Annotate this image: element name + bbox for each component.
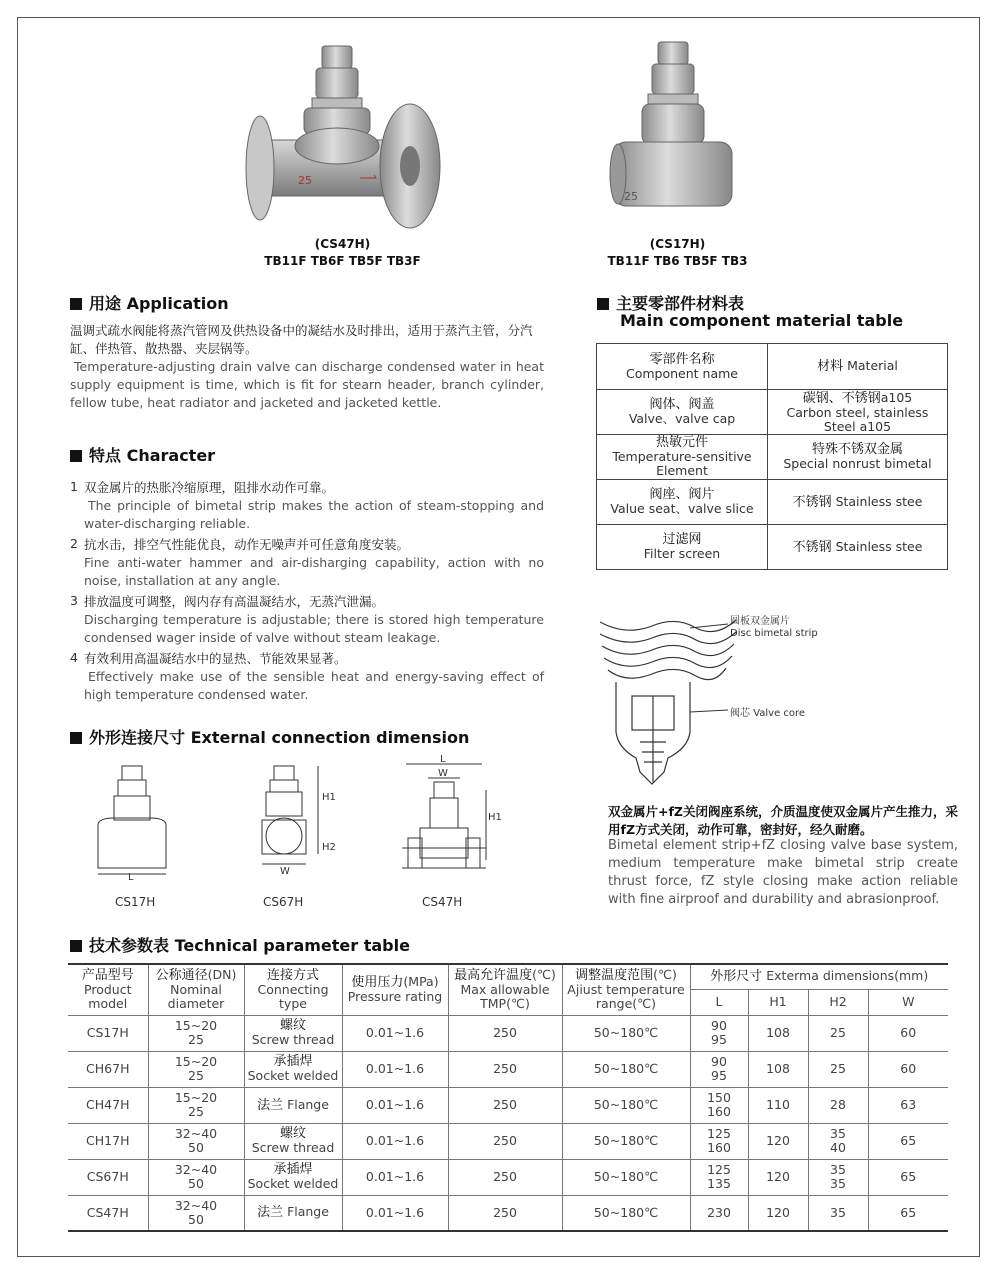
cell-max-temp: 250 xyxy=(448,1051,562,1087)
cell-h2: 35 xyxy=(808,1195,868,1231)
diagram-desc-cn: 双金属片+fZ关闭阀座系统，介质温度使双金属片产生推力，采用fZ方式关闭，动作可靠，密封好，经久耐磨。 xyxy=(608,804,958,837)
diagram-desc-en: Bimetal element strip+fZ closing valve base system, medium temperature make bimetal strip create thrust force, fZ style closing make action reliable with fine airproof and durability and abrasionproof. xyxy=(608,838,958,907)
dim-label-h1: H1 xyxy=(322,792,336,803)
header-external-dimensions: 外形尺寸 Exterma dimensions(mm) xyxy=(690,964,948,989)
item-cn: 有效利用高温凝结水中的显热、节能效果显著。 xyxy=(84,651,347,666)
cell-h1: 120 xyxy=(748,1159,808,1195)
cell-h2: 28 xyxy=(808,1087,868,1123)
cell-max-temp: 250 xyxy=(448,1087,562,1123)
cell-model: CS17H xyxy=(68,1015,148,1051)
cs47h-valve-photo xyxy=(240,42,445,232)
cell-max-temp: 250 xyxy=(448,1195,562,1231)
cell-adjust-range: 50~180℃ xyxy=(562,1087,690,1123)
item-cn: 抗水击，排空气性能优良，动作无噪声并可任意角度安装。 xyxy=(84,537,410,552)
cell-pressure: 0.01~1.6 xyxy=(342,1123,448,1159)
dim-figure-cs17h: CS17H xyxy=(115,895,156,909)
cell-model: CS47H xyxy=(68,1195,148,1231)
dim-figure-cs67h: CS67H xyxy=(263,895,304,909)
application-title: 用途 Application xyxy=(70,291,229,314)
dim-label-l: L xyxy=(440,754,446,765)
header-connecting-type: 连接方式 Connecting type xyxy=(244,964,342,1015)
cell-adjust-range: 50~180℃ xyxy=(562,1123,690,1159)
cell-w: 65 xyxy=(868,1195,948,1231)
item-en: Fine anti-water hammer and air-disharging capability, action with no noise, installation at any angle. xyxy=(84,555,544,588)
material-header-component: 零部件名称 Component name xyxy=(597,344,768,390)
technical-title: 技术参数表 Technical parameter table xyxy=(70,933,410,956)
item-number: 1 xyxy=(70,479,78,494)
cell-l: 230 xyxy=(690,1195,748,1231)
dimension-drawings xyxy=(90,754,502,890)
label-valve-core: 阀芯 Valve core xyxy=(730,708,806,719)
square-bullet-icon xyxy=(70,732,82,744)
cell-max-temp: 250 xyxy=(448,1123,562,1159)
material-row: 阀体、阀盖 Valve、valve cap 碳钢、不锈钢a105 Carbon steel, stainless Steel a105 xyxy=(597,390,948,435)
cell-connection: 承插焊 Socket welded xyxy=(244,1159,342,1195)
header-max-temp: 最高允许温度(℃) Max allowable TMP(℃) xyxy=(448,964,562,1015)
header-model: 产品型号 Product model xyxy=(68,964,148,1015)
dimension-title: 外形连接尺寸 External connection dimension xyxy=(70,725,469,748)
character-item-3 xyxy=(70,593,544,647)
cell-connection: 法兰 Flange xyxy=(244,1195,342,1231)
cs47h-code: (CS47H) xyxy=(314,237,371,251)
cell-model: CH47H xyxy=(68,1087,148,1123)
material-header-material: 材料 Material xyxy=(768,344,948,390)
cs47h-models: TB11F TB6F TB5F TB3F xyxy=(264,254,421,268)
dim-label-w: W xyxy=(280,866,290,877)
square-bullet-icon xyxy=(70,298,82,310)
material-row: 热敏元件 Temperature-sensitive Element 特殊不锈双金属 Special nonrust bimetal xyxy=(597,435,948,480)
header-nominal-diameter: 公称通径(DN) Nominal diameter xyxy=(148,964,244,1015)
header-pressure: 使用压力(MPa) Pressure rating xyxy=(342,964,448,1015)
material-title-cn: 主要零部件材料表 xyxy=(597,291,744,314)
table-row xyxy=(68,1123,948,1159)
cell-connection: 螺纹 Screw thread xyxy=(244,1123,342,1159)
square-bullet-icon xyxy=(70,940,82,952)
material-row: 阀座、阀片 Value seat、valve slice 不锈钢 Stainless stee xyxy=(597,480,948,525)
cell-model: CS67H xyxy=(68,1159,148,1195)
label-disc-bimetal: 圆板双金属片 Disc bimetal strip xyxy=(730,616,818,639)
technical-table xyxy=(68,963,948,1232)
cell-pressure: 0.01~1.6 xyxy=(342,1051,448,1087)
cell-adjust-range: 50~180℃ xyxy=(562,1015,690,1051)
cell-connection: 法兰 Flange xyxy=(244,1087,342,1123)
square-bullet-icon xyxy=(70,450,82,462)
item-en: The principle of bimetal strip makes the action of steam-stopping and water-discharging reliable. xyxy=(84,498,544,531)
cell-w: 65 xyxy=(868,1123,948,1159)
item-number: 3 xyxy=(70,593,78,608)
cell-pressure: 0.01~1.6 xyxy=(342,1087,448,1123)
dim-label-h1: H1 xyxy=(488,812,502,823)
header-h2: H2 xyxy=(808,989,868,1015)
cell-l: 150 160 xyxy=(690,1087,748,1123)
dim-label-h2: H2 xyxy=(322,842,336,853)
character-item-1 xyxy=(70,479,544,533)
header-l: L xyxy=(690,989,748,1015)
item-cn: 排放温度可调整，阀内存有高温凝结水，无蒸汽泄漏。 xyxy=(84,594,385,609)
cell-diameter: 15~20 25 xyxy=(148,1087,244,1123)
cell-max-temp: 250 xyxy=(448,1159,562,1195)
technical-body xyxy=(68,1015,948,1231)
cell-adjust-range: 50~180℃ xyxy=(562,1195,690,1231)
table-row xyxy=(68,1015,948,1051)
cs17h-drawing xyxy=(98,766,166,883)
material-table xyxy=(596,343,948,570)
cell-h2: 25 xyxy=(808,1051,868,1087)
application-cn: 温调式疏水阀能将蒸汽管网及供热设备中的凝结水及时排出，适用于蒸汽主管，分汽缸、伴热管、散热器、夹层锅等。 xyxy=(70,323,533,356)
character-item-2 xyxy=(70,536,544,590)
cell-h2: 35 40 xyxy=(808,1123,868,1159)
cell-pressure: 0.01~1.6 xyxy=(342,1159,448,1195)
cell-connection: 承插焊 Socket welded xyxy=(244,1051,342,1087)
cell-model: CH67H xyxy=(68,1051,148,1087)
svg-text:25: 25 xyxy=(624,190,638,203)
dim-label-l: L xyxy=(128,872,134,883)
dim-figure-cs47h: CS47H xyxy=(422,895,463,909)
cell-diameter: 32~40 50 xyxy=(148,1195,244,1231)
cs67h-drawing xyxy=(262,766,336,877)
square-bullet-icon xyxy=(597,298,609,310)
material-row: 过滤网 Filter screen 不锈钢 Stainless stee xyxy=(597,525,948,570)
cell-h1: 108 xyxy=(748,1051,808,1087)
cell-diameter: 15~20 25 xyxy=(148,1051,244,1087)
material-header-row xyxy=(597,344,948,390)
application-en: Temperature-adjusting drain valve can discharge condensed water in heat supply equipment is time, which is fit for stearn header, branch cylinder, fellow tube, heat radiator and jacketed and jacketed kettle. xyxy=(70,359,544,410)
character-item-4 xyxy=(70,650,544,704)
cell-h2: 35 35 xyxy=(808,1159,868,1195)
cell-w: 60 xyxy=(868,1051,948,1087)
svg-text:25: 25 xyxy=(298,174,312,187)
header-h1: H1 xyxy=(748,989,808,1015)
cell-w: 63 xyxy=(868,1087,948,1123)
cell-adjust-range: 50~180℃ xyxy=(562,1051,690,1087)
cs17h-code: (CS17H) xyxy=(649,237,706,251)
cell-h1: 120 xyxy=(748,1123,808,1159)
cell-model: CH17H xyxy=(68,1123,148,1159)
cell-h1: 108 xyxy=(748,1015,808,1051)
item-number: 2 xyxy=(70,536,78,551)
cell-l: 90 95 xyxy=(690,1051,748,1087)
cell-pressure: 0.01~1.6 xyxy=(342,1015,448,1051)
cell-diameter: 15~20 25 xyxy=(148,1015,244,1051)
table-row xyxy=(68,1087,948,1123)
cell-h1: 110 xyxy=(748,1087,808,1123)
cell-l: 125 135 xyxy=(690,1159,748,1195)
technical-header-row xyxy=(68,964,948,989)
header-adjust-range: 调整温度范围(℃) Ajiust temperature range(℃) xyxy=(562,964,690,1015)
cell-adjust-range: 50~180℃ xyxy=(562,1159,690,1195)
cell-h2: 25 xyxy=(808,1015,868,1051)
cell-w: 60 xyxy=(868,1015,948,1051)
item-en: Effectively make use of the sensible heat and energy-saving effect of high temperature condensed water. xyxy=(84,669,544,702)
cell-max-temp: 250 xyxy=(448,1015,562,1051)
item-en: Discharging temperature is adjustable; there is stored high temperature condensed wager inside of valve without steam leakage. xyxy=(84,612,544,645)
cell-w: 65 xyxy=(868,1159,948,1195)
cell-connection: 螺纹 Screw thread xyxy=(244,1015,342,1051)
header-w: W xyxy=(868,989,948,1015)
cs17h-valve-photo xyxy=(608,40,740,230)
table-row xyxy=(68,1051,948,1087)
table-row xyxy=(68,1195,948,1231)
table-row xyxy=(68,1159,948,1195)
cell-h1: 120 xyxy=(748,1195,808,1231)
material-title-en: Main component material table xyxy=(620,311,904,330)
leader-lines xyxy=(690,618,730,718)
cell-diameter: 32~40 50 xyxy=(148,1123,244,1159)
cell-diameter: 32~40 50 xyxy=(148,1159,244,1195)
item-cn: 双金属片的热胀冷缩原理，阻排水动作可靠。 xyxy=(84,480,335,495)
cs17h-models: TB11F TB6 TB5F TB3 xyxy=(607,254,748,268)
item-number: 4 xyxy=(70,650,78,665)
character-title: 特点 Character xyxy=(70,443,215,466)
cell-l: 125 160 xyxy=(690,1123,748,1159)
cs47h-drawing xyxy=(402,754,502,868)
cell-l: 90 95 xyxy=(690,1015,748,1051)
cell-pressure: 0.01~1.6 xyxy=(342,1195,448,1231)
dim-label-w: W xyxy=(438,768,448,779)
